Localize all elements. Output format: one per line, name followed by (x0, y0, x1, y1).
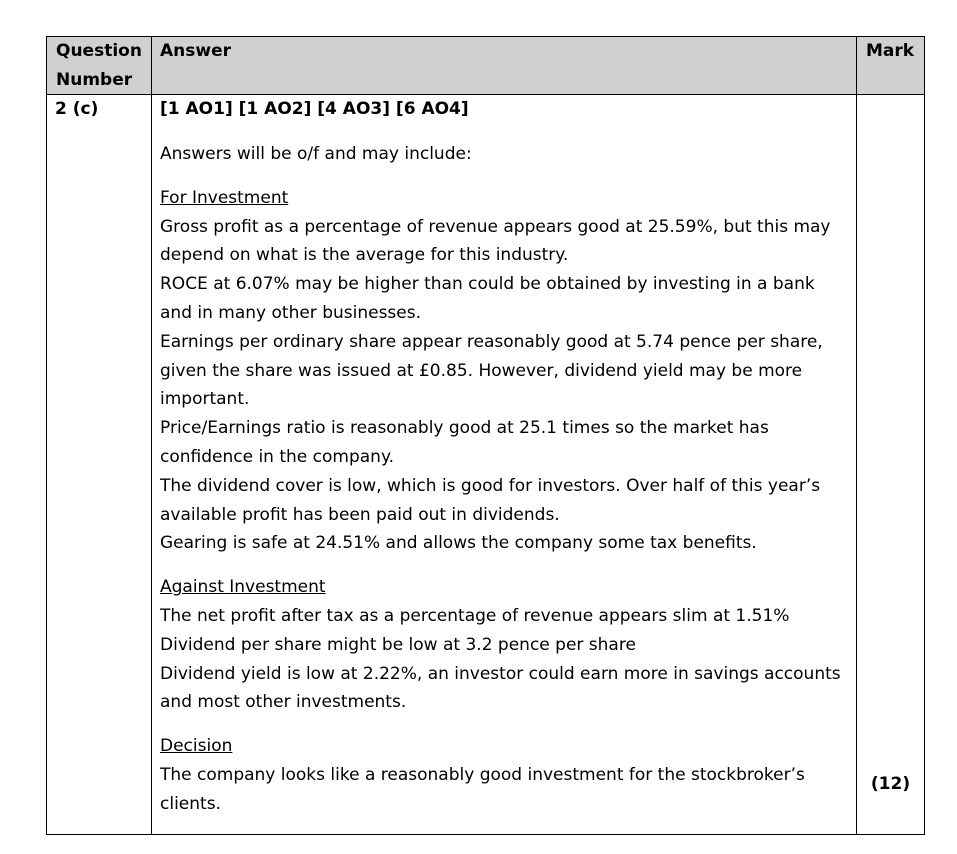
mark-value: (12) (870, 774, 911, 794)
decision-heading: Decision (160, 736, 233, 757)
against-investment-heading: Against Investment (160, 577, 326, 598)
for-investment-point: ROCE at 6.07% may be higher than could be obtained by investing in a bank and in many other businesses. (160, 274, 815, 323)
for-investment-section (160, 184, 846, 558)
for-investment-point: Gearing is safe at 24.51% and allows the company some tax benefits. (160, 533, 757, 554)
answer-cell (152, 95, 857, 835)
for-investment-point: Earnings per ordinary share appear reasonably good at 5.74 pence per share, given the share was issued at £0.85. However, dividend yield may be more important. (160, 331, 823, 410)
decision-section (160, 732, 846, 818)
against-investment-point: Dividend per share might be low at 3.2 pence per share (160, 634, 636, 655)
for-investment-heading: For Investment (160, 187, 289, 208)
question-number-cell (47, 95, 152, 835)
header-question-number: Question Number (47, 37, 152, 95)
header-mark: Mark (857, 37, 925, 95)
against-investment-point: The net profit after tax as a percentage of revenue appears slim at 1.51% (160, 605, 790, 626)
for-investment-point: Price/Earnings ratio is reasonably good at 25.1 times so the market has confidence in the company. (160, 418, 769, 467)
for-investment-point: The dividend cover is low, which is good for investors. Over half of this year’s available profit has been paid out in dividends. (160, 475, 821, 525)
against-investment-point: Dividend yield is low at 2.22%, an investor could earn more in savings accounts and most other investments. (160, 663, 841, 713)
mark-scheme-table (46, 36, 925, 835)
answer-row (47, 95, 925, 835)
mark-cell (857, 95, 925, 835)
assessment-objectives: [1 AO1] [1 AO2] [4 AO3] [6 AO4] (160, 99, 469, 119)
question-number: 2 (c) (55, 99, 99, 119)
header-row (47, 37, 925, 95)
against-investment-section (160, 573, 846, 717)
decision-point: The company looks like a reasonably good investment for the stockbroker’s clients. (160, 764, 805, 814)
for-investment-point: Gross profit as a percentage of revenue appears good at 25.59%, but this may depend on what is the average for this industry. (160, 216, 831, 266)
answer-intro: Answers will be o/f and may include: (160, 144, 472, 164)
header-answer: Answer (152, 37, 857, 95)
